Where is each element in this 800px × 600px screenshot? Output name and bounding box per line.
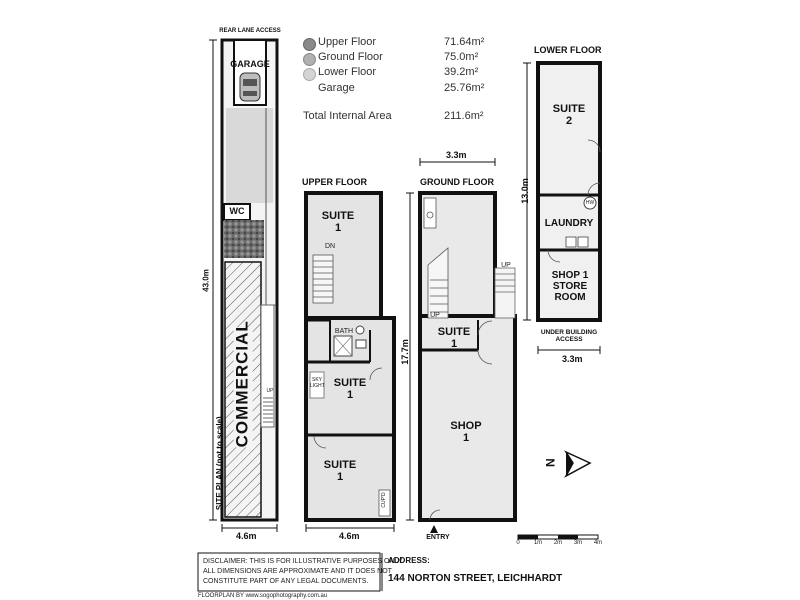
upper-suite-middle-label — [328, 377, 372, 401]
upper-suite-front-name: SUITE — [323, 459, 357, 471]
legend-ground-value: 75.0m² — [444, 51, 479, 63]
north-arrow-label: N — [543, 458, 558, 467]
legend-garage-value: 25.76m² — [444, 82, 485, 94]
shop-name: SHOP — [450, 420, 482, 432]
disclaimer-line1: DISCLAIMER: THIS IS FOR ILLUSTRATIVE PURPOSES ONLY. — [203, 558, 404, 565]
lower-suite-name: SUITE — [552, 103, 586, 115]
scale-tick-3: 3m — [573, 540, 583, 546]
legend-total-value: 211.6m² — [444, 110, 484, 122]
upper-suite-middle-number: 1 — [346, 389, 354, 402]
shop-label — [442, 420, 490, 444]
ground-top-width-dim: 3.3m — [446, 150, 467, 160]
legend-upper-value: 71.64m² — [444, 36, 485, 48]
scale-tick-2: 2m — [553, 540, 563, 546]
site-stair-up-label: UP — [266, 388, 274, 394]
laundry-label: LAUNDRY — [544, 218, 594, 229]
upper-width-dim: 4.6m — [339, 531, 360, 541]
legend-upper-label: Upper Floor — [318, 36, 377, 48]
upper-suite-rear-label — [318, 210, 358, 234]
store-room-label — [540, 270, 600, 303]
upper-suite-rear-name: SUITE — [321, 210, 355, 222]
legend-ground-label: Ground Floor — [318, 51, 383, 63]
under-building-line2: ACCESS — [555, 335, 583, 343]
ground-floor-title: GROUND FLOOR — [420, 177, 494, 187]
ground-suite-number: 1 — [450, 338, 458, 351]
store-room-line2: STORE — [552, 281, 588, 292]
site-length-dim: 43.0m — [201, 269, 211, 292]
upper-suite-front-label — [318, 459, 362, 483]
upper-suite-rear-number: 1 — [334, 222, 342, 235]
scale-tick-0: 0 — [516, 540, 520, 546]
address-label: ADDRESS: — [388, 556, 430, 565]
disclaimer-line3: CONSTITUTE PART OF ANY LEGAL DOCUMENTS. — [203, 578, 369, 585]
shop-number: 1 — [462, 432, 470, 445]
upper-suite-middle-name: SUITE — [333, 377, 367, 389]
scale-tick-4: 4m — [593, 540, 603, 546]
ground-suite-label — [432, 326, 476, 350]
store-room-line3: ROOM — [554, 292, 586, 303]
disclaimer-line2: ALL DIMENSIONS ARE APPROXIMATE AND IT DOES NOT — [203, 568, 392, 575]
upper-stair-dn-label: DN — [324, 243, 336, 250]
bath-label: BATH — [334, 328, 354, 335]
address-value: 144 NORTON STREET, LEICHHARDT — [388, 573, 563, 584]
floorplan-credit: FLOORPLAN BY www.sogophotography.com.au — [198, 593, 328, 599]
garage-label: GARAGE — [230, 59, 270, 69]
commercial-label: COMMERCIAL — [232, 320, 252, 448]
ground-length-dim: 17.7m — [400, 339, 410, 365]
skylight-label: SKY LIGHT — [310, 377, 325, 389]
upper-floor-title: UPPER FLOOR — [302, 177, 368, 187]
rear-lane-label: REAR LANE ACCESS — [219, 28, 281, 34]
external-stair-up-label: UP — [501, 262, 511, 269]
upper-suite-front-number: 1 — [336, 471, 344, 484]
store-room-line1: SHOP 1 — [551, 270, 589, 281]
wc-label: WC — [229, 206, 245, 216]
site-plan-title: SITE PLAN (not to scale) — [214, 416, 224, 511]
hot-water-label: HW — [585, 200, 595, 206]
lower-suite-number: 2 — [565, 115, 573, 128]
under-building-line1: UNDER BUILDING — [540, 329, 598, 336]
legend-lower-label: Lower Floor — [318, 66, 377, 78]
under-building-label — [532, 330, 606, 344]
cupboard-label: CUP'D — [381, 492, 387, 508]
lower-suite-label — [547, 103, 591, 127]
legend-garage-label: Garage — [318, 82, 355, 94]
legend-lower-value: 39.2m² — [444, 66, 479, 78]
legend-total-label: Total Internal Area — [303, 110, 392, 122]
ground-stair-up-label: UP — [430, 312, 440, 319]
lower-floor-title: LOWER FLOOR — [534, 45, 602, 55]
scale-tick-1: 1m — [533, 540, 543, 546]
ground-suite-name: SUITE — [437, 326, 471, 338]
site-width-dim: 4.6m — [236, 531, 257, 541]
lower-width-dim: 3.3m — [562, 354, 583, 364]
lower-length-dim: 13.0m — [520, 178, 530, 204]
entry-label: ENTRY — [426, 534, 450, 541]
